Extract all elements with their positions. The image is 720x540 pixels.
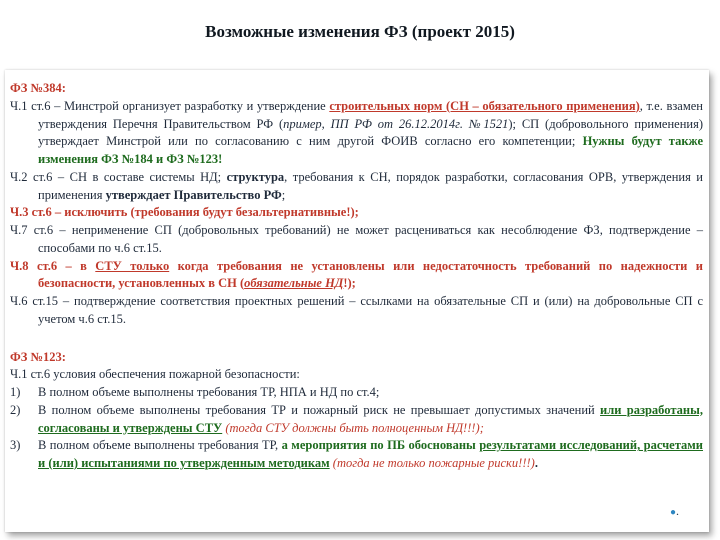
text: Ч.2 ст.6 – СН в составе системы НД; <box>10 169 227 184</box>
bullet-dot-icon: ●. <box>669 503 679 518</box>
highlight-stu: СТУ только <box>95 258 170 273</box>
list-text <box>38 437 703 473</box>
fz123-intro: Ч.1 ст.6 условия обеспечения пожарной безопасности: <box>10 367 300 382</box>
list-text <box>38 384 703 402</box>
text: Ч.8 ст.6 – в <box>10 258 96 273</box>
highlight-norms: строительных норм (СН – обязательного применения) <box>329 98 640 113</box>
content-box <box>5 70 709 532</box>
note-stu: (тогда СТУ должны быть полноценным НД!!!); <box>222 420 484 435</box>
paragraph-ch6-st15: Ч.6 ст.15 – подтверждение соответствия проектных решений – ссылками на обязательные СП и (или) на добровольные СП с учетом ч.6 ст.15. <box>10 294 703 326</box>
paragraph-ch2 <box>10 169 703 205</box>
text: В полном объеме выполнены требования ТР и пожарный риск не превышает допустимых значений <box>38 402 601 417</box>
highlight-research: результатами исследований, расчетами и (или) испытаниями по утвержденным методикам <box>38 438 703 470</box>
text: , т.е. взамен утверждения Перечня Правительством РФ ( <box>38 98 703 131</box>
list-text <box>38 402 703 438</box>
list-number: 3) <box>10 438 21 453</box>
paragraph-ch7: Ч.7 ст.6 – неприменение СП (добровольных требований) не может расцениваться как несоблюдение ФЗ, подтверждение – способами по ч.6 ст.15. <box>10 223 703 255</box>
text: ; <box>281 187 286 202</box>
page-title: Возможные изменения ФЗ (проект 2015) <box>205 22 515 41</box>
text: !); <box>343 276 356 291</box>
text: Ч.1 ст.6 – Минстрой организует разработку и утверждение <box>10 98 330 113</box>
section-heading-fz384: ФЗ №384: <box>10 81 66 95</box>
list-item-3 <box>10 437 703 473</box>
highlight-structure: структура <box>226 169 285 184</box>
example-ref: пример, ПП РФ от 26.12.2014г. №1521 <box>283 116 509 131</box>
paragraph-ch1 <box>10 98 703 169</box>
paragraph-ch8 <box>10 258 703 294</box>
highlight-government: утверждает Правительство РФ <box>105 187 282 202</box>
text: когда требования не установлены или недостаточность требований по надежности и безопасности, установленных в СН ( <box>38 258 703 291</box>
highlight-measures: а мероприятия по ПБ обоснованы <box>281 438 480 453</box>
highlight-stu-option: или разработаны, согласованы и утверждены СТУ <box>38 402 703 435</box>
list-number: 2) <box>10 402 21 417</box>
section-heading-fz123: ФЗ №123: <box>10 349 66 364</box>
note-risks: (тогда не только пожарные риски!!!) <box>329 456 535 470</box>
highlight-mandatory: обязательные НД <box>244 276 344 291</box>
text: . <box>534 456 538 470</box>
paragraph-ch3: Ч.3 ст.6 – исключить (требования будут безальтернативные!); <box>10 205 359 220</box>
list-item-2 <box>10 402 703 438</box>
note-changes: Нужны будут также изменения ФЗ №184 и ФЗ №123! <box>38 134 703 166</box>
text: , требования к СН, порядок разработки, согласования ОРВ, утверждения и применения <box>38 169 703 202</box>
text: В полном объеме выполнены требования ТР, <box>38 438 282 453</box>
text: В полном объеме выполнены требования ТР, НПА и НД по ст.4; <box>38 385 380 399</box>
list-number: 1) <box>10 385 21 399</box>
list-item-1 <box>10 384 703 402</box>
text: ); СП (добровольного применения) утверждает Минстрой или по согласованию с ним другой ФОИВ согласно его компетенции; <box>38 116 704 149</box>
